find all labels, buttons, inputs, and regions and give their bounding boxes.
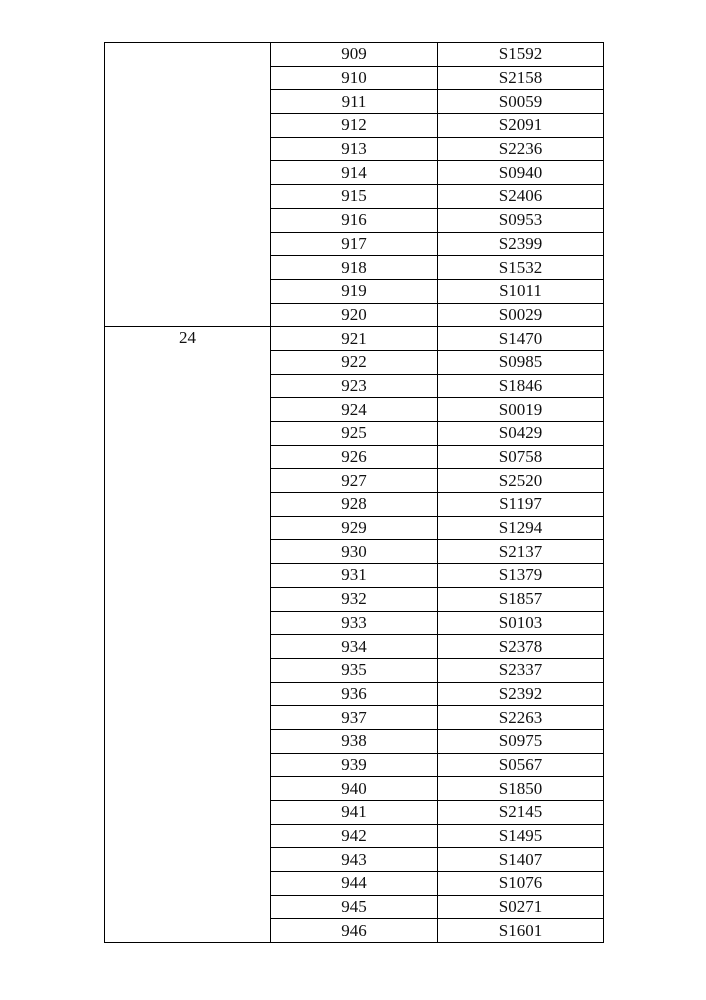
row-number-cell: 943 (271, 848, 438, 872)
group-label-cell: 24 (105, 327, 271, 943)
row-number-cell: 915 (271, 185, 438, 209)
row-code-cell: S0019 (438, 398, 604, 422)
row-number-cell: 914 (271, 161, 438, 185)
row-number-cell: 928 (271, 493, 438, 517)
row-number-cell: 922 (271, 350, 438, 374)
row-code-cell: S2337 (438, 658, 604, 682)
row-number-cell: 909 (271, 43, 438, 67)
row-code-cell: S1379 (438, 564, 604, 588)
row-code-cell: S2091 (438, 114, 604, 138)
row-number-cell: 932 (271, 587, 438, 611)
table-row (105, 43, 604, 67)
row-code-cell: S1294 (438, 516, 604, 540)
row-code-cell: S0567 (438, 753, 604, 777)
row-number-cell: 936 (271, 682, 438, 706)
row-number-cell: 938 (271, 729, 438, 753)
row-code-cell: S2399 (438, 232, 604, 256)
row-number-cell: 946 (271, 919, 438, 943)
row-number-cell: 931 (271, 564, 438, 588)
row-number-cell: 913 (271, 137, 438, 161)
row-code-cell: S2392 (438, 682, 604, 706)
row-number-cell: 918 (271, 256, 438, 280)
row-number-cell: 927 (271, 469, 438, 493)
row-code-cell: S0940 (438, 161, 604, 185)
row-code-cell: S1857 (438, 587, 604, 611)
row-number-cell: 916 (271, 208, 438, 232)
row-number-cell: 939 (271, 753, 438, 777)
row-code-cell: S0429 (438, 422, 604, 446)
row-code-cell: S2263 (438, 706, 604, 730)
row-number-cell: 941 (271, 801, 438, 825)
row-number-cell: 912 (271, 114, 438, 138)
table-row (105, 327, 604, 351)
row-code-cell: S2137 (438, 540, 604, 564)
row-number-cell: 925 (271, 422, 438, 446)
row-code-cell: S2520 (438, 469, 604, 493)
row-code-cell: S0029 (438, 303, 604, 327)
row-number-cell: 944 (271, 872, 438, 896)
row-code-cell: S0103 (438, 611, 604, 635)
row-number-cell: 937 (271, 706, 438, 730)
row-number-cell: 945 (271, 895, 438, 919)
row-code-cell: S0758 (438, 445, 604, 469)
row-number-cell: 940 (271, 777, 438, 801)
row-code-cell: S2378 (438, 635, 604, 659)
row-code-cell: S1011 (438, 279, 604, 303)
table-body (105, 43, 604, 943)
row-number-cell: 921 (271, 327, 438, 351)
row-number-cell: 934 (271, 635, 438, 659)
row-number-cell: 929 (271, 516, 438, 540)
row-number-cell: 942 (271, 824, 438, 848)
row-code-cell: S1470 (438, 327, 604, 351)
row-code-cell: S0953 (438, 208, 604, 232)
row-code-cell: S0271 (438, 895, 604, 919)
row-number-cell: 911 (271, 90, 438, 114)
row-code-cell: S1592 (438, 43, 604, 67)
row-code-cell: S2158 (438, 66, 604, 90)
row-code-cell: S2145 (438, 801, 604, 825)
row-number-cell: 933 (271, 611, 438, 635)
row-code-cell: S1407 (438, 848, 604, 872)
row-number-cell: 926 (271, 445, 438, 469)
group-label-cell (105, 43, 271, 327)
row-number-cell: 920 (271, 303, 438, 327)
row-code-cell: S1532 (438, 256, 604, 280)
row-code-cell: S1197 (438, 493, 604, 517)
row-code-cell: S1601 (438, 919, 604, 943)
row-code-cell: S0059 (438, 90, 604, 114)
row-code-cell: S1495 (438, 824, 604, 848)
document-table (104, 42, 604, 943)
row-code-cell: S1846 (438, 374, 604, 398)
row-code-cell: S0975 (438, 729, 604, 753)
row-number-cell: 935 (271, 658, 438, 682)
row-number-cell: 923 (271, 374, 438, 398)
row-code-cell: S2236 (438, 137, 604, 161)
row-code-cell: S0985 (438, 350, 604, 374)
row-code-cell: S1076 (438, 872, 604, 896)
row-code-cell: S2406 (438, 185, 604, 209)
row-number-cell: 924 (271, 398, 438, 422)
row-number-cell: 919 (271, 279, 438, 303)
row-code-cell: S1850 (438, 777, 604, 801)
row-number-cell: 917 (271, 232, 438, 256)
row-number-cell: 910 (271, 66, 438, 90)
row-number-cell: 930 (271, 540, 438, 564)
